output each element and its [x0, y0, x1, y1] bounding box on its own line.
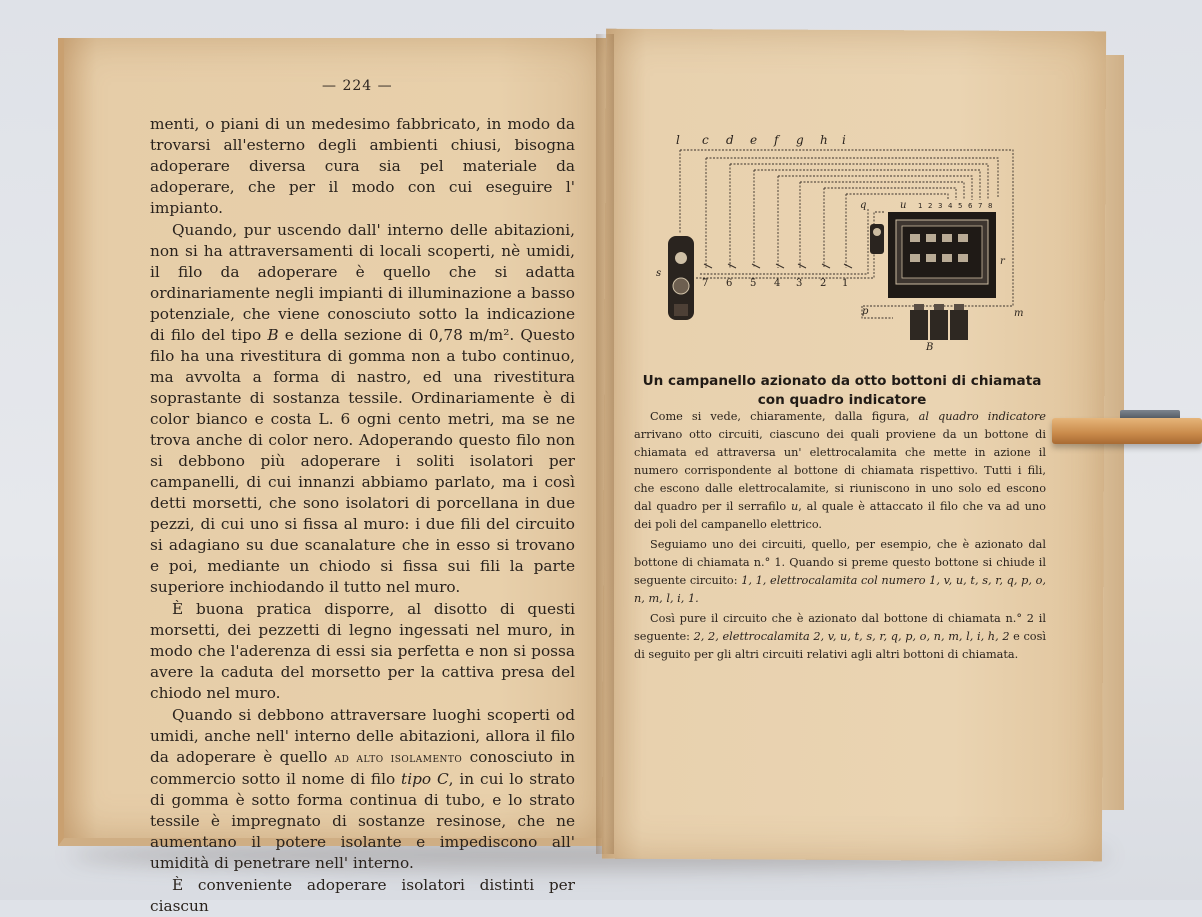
svg-text:l: l — [676, 133, 680, 147]
svg-text:B: B — [926, 342, 934, 353]
caption-line-1: Un campanello azionato da otto bottoni di chiamata — [642, 373, 1042, 389]
svg-text:6: 6 — [726, 278, 733, 289]
text-segment: 2, 2, elettrocalamita 2, v, u, t, s, r, q, p, o, n, m, l, i, h, 2 — [693, 630, 1010, 643]
svg-text:1: 1 — [842, 278, 849, 289]
bell-push-icon — [668, 236, 694, 320]
text-segment: B — [267, 326, 279, 344]
text-segment: ad alto isolamento — [334, 751, 463, 766]
svg-text:i: i — [842, 133, 846, 147]
svg-text:1: 1 — [918, 202, 923, 210]
paragraph — [150, 875, 575, 917]
svg-text:p: p — [862, 306, 869, 317]
svg-text:6: 6 — [968, 202, 973, 210]
text-segment: menti, o piani di un medesimo fabbricato, in modo da trovarsi all'esterno degli ambienti chiusi, bisogna adoperare diversa cura sia pel materiale da adoperare, che per il modo con cui eseguire l' impianto. — [150, 115, 575, 217]
svg-text:5: 5 — [958, 202, 963, 210]
paragraph — [634, 408, 1046, 534]
svg-text:r: r — [1000, 256, 1005, 267]
caption-line-2: con quadro indicatore — [757, 392, 927, 408]
svg-text:2: 2 — [928, 202, 933, 210]
clothespin — [1052, 418, 1202, 444]
svg-text:u: u — [900, 200, 907, 211]
text-segment: Seguiamo uno dei circuiti, quello, per esempio, che è azionato dal bottone di chiamata n.° 1. Quando si preme questo bottone si chiude il seguente circuito: — [634, 538, 1046, 587]
page-number: — 224 — — [322, 78, 393, 94]
svg-text:5: 5 — [750, 278, 757, 289]
svg-text:h: h — [820, 133, 828, 147]
svg-text:c: c — [702, 133, 709, 147]
paragraph — [150, 114, 575, 219]
svg-text:8: 8 — [988, 202, 993, 210]
indicator-panel — [888, 212, 996, 298]
text-segment: , al quale è attaccato il filo che va ad uno dei poli del campanello elettrico. — [634, 500, 1046, 531]
svg-text:2: 2 — [820, 278, 827, 289]
text-segment: u — [790, 500, 799, 513]
svg-text:7: 7 — [702, 278, 709, 289]
paragraph — [150, 220, 575, 598]
svg-text:q: q — [860, 200, 867, 211]
text-segment: , in cui lo strato di gomma è sotto forma continua di tubo, e lo strato tessile è impregnato di sostanze resinose, che ne aumentano il potere isolante e impediscono all' umidità di penetrare nell' interno. — [150, 770, 575, 872]
text-segment: e così di seguito per gli altri circuiti relativi agli altri bottoni di chiamata. — [634, 630, 1047, 661]
svg-text:3: 3 — [796, 278, 803, 289]
paragraph — [150, 599, 575, 704]
text-segment: conosciuto in commercio sotto il nome di filo — [150, 748, 575, 788]
svg-text:3: 3 — [938, 202, 943, 210]
svg-text:e: e — [750, 133, 758, 147]
text-segment: Così pure il circuito che è azionato dal bottone di chiamata n.° 2 il seguente: — [634, 612, 1046, 643]
svg-text:s: s — [656, 268, 662, 279]
text-segment: Come si vede, chiaramente, dalla figura, — [650, 410, 919, 423]
right-page-text — [634, 408, 1046, 664]
text-segment: tipo C — [401, 770, 449, 788]
paragraph — [150, 705, 575, 874]
paragraph — [634, 536, 1046, 608]
svg-text:f: f — [774, 133, 779, 147]
svg-text:4: 4 — [948, 202, 953, 210]
book-gutter — [596, 34, 614, 854]
svg-text:4: 4 — [774, 278, 781, 289]
svg-text:d: d — [726, 133, 734, 147]
paragraph — [634, 610, 1046, 664]
text-segment: e della sezione di 0,78 m/m². Questo filo ha una rivestitura di gomma non a tubo continuo, ma avvolta a forma di nastro, ed una rivestitura soprastante di sostanza tessile. Ordinariamente è di color bianco e costa L. 6 ogni cento metri, ma se ne trova anche di color nero. Adoperando questo filo non si debbono più adoperare i soliti isolatori per campanelli, di cui innanzi abbiamo parlato, ma i così detti morsetti, che sono isolatori di porcellana in due pezzi, di cui uno si fissa al muro: i due fili del circuito si adagiano su due scanalature che in esso si trovano e poi, mediante un chiodo si fissa sui fili la parte superiore inchiodando il tutto nel muro. — [150, 326, 575, 596]
text-segment: arrivano otto circuiti, ciascuno dei quali proviene da un bottone di chiamata ed attraversa un' elettrocalamita che mette in azione il numero corrispondente al bottone di chiamata rispettivo. Tutti i fili, che escono dalle elettrocalamite, si riuniscono in uno solo ed escono dal quadro per il serrafilo — [634, 428, 1046, 513]
bell-icon — [870, 224, 884, 254]
svg-text:m: m — [1014, 308, 1024, 319]
left-page-text — [150, 114, 575, 917]
text-segment: È conveniente adoperare isolatori distinti per ciascun — [150, 876, 575, 915]
text-segment: Quando, pur uscendo dall' interno delle abitazioni, non si ha attraversamenti di locali scoperti, nè umidi, il filo da adoperare è quello che si adatta ordinariamente negli impianti di illuminazione a basso potenziale, che viene conosciuto sotto la indicazione di filo del tipo — [150, 221, 575, 344]
circuit-diagram — [648, 128, 1028, 353]
text-segment: 1, 1, elettrocalamita col numero 1, v, u, t, s, r, q, p, o, n, m, l, i, 1. — [634, 574, 1046, 605]
text-segment: Quando si debbono attraversare luoghi scoperti od umidi, anche nell' interno delle abitazioni, allora il filo da adoperare è quello — [150, 706, 575, 766]
svg-text:7: 7 — [978, 202, 983, 210]
svg-text:g: g — [796, 133, 804, 147]
text-segment: È buona pratica disporre, al disotto di questi morsetti, dei pezzetti di legno ingessati nel muro, in modo che l'aderenza di essi sia perfetta e non si possa avere la caduta del morsetto per la cattiva presa del chiodo nel muro. — [150, 600, 575, 702]
battery-icon — [910, 304, 968, 340]
figure-caption — [612, 372, 1072, 410]
text-segment: al quadro indicatore — [918, 410, 1046, 423]
